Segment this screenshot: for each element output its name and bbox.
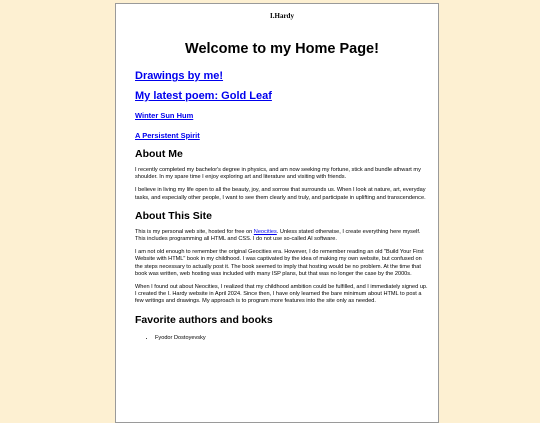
about-site-heading: About This Site xyxy=(135,209,212,222)
favorites-list xyxy=(135,335,429,342)
about-site-text-before: This is my personal web site, hosted for free on xyxy=(135,228,254,235)
about-me-paragraph-1: I recently completed my bachelor's degree in physics, and am now seeking my fortune, stick and bundle athwart my shoulder. In my spare time I enjoy exploring art and literature and visiting with friends. xyxy=(135,167,421,181)
neocities-link[interactable]: Neocities xyxy=(253,228,277,235)
winter-sun-hum-link[interactable]: Winter Sun Hum xyxy=(135,111,194,120)
about-site-text-after: . Unless stated otherwise, I create everything here myself. This includes programming all HTML and CSS. I do not use so-called AI software. xyxy=(135,228,421,243)
about-site-paragraph-2: I am not old enough to remember the original Geocities era. However, I do remember reading an old "Build Your First Website with HTML" book in my childhood. I was captivated by the idea of making my own website, but confused on the steps necessary to actually post it. The book seemed to imply that hosting would be no problem. At the time that book was written, web hosting was included with many ISP plans, but that was no longer the case by the 2000s. xyxy=(135,249,424,277)
persistent-spirit-link[interactable]: A Persistent Spirit xyxy=(135,131,200,140)
site-name: I.Hardy xyxy=(270,12,294,20)
page-panel xyxy=(115,3,439,423)
about-site-paragraph-1 xyxy=(135,229,429,243)
favorites-heading: Favorite authors and books xyxy=(135,313,273,326)
about-site-paragraph-3: When I found out about Neocities, I realized that my childhood ambition could be fulfilled, and I immediately signed up. I created the I. Hardy website in April 2024. Since then, I have only learned the bare minimum about HTML to post a few writings and drawings. My approach is to program more features into the site only as needed. xyxy=(135,284,428,305)
drawings-link[interactable]: Drawings by me! xyxy=(135,70,224,82)
poem-link[interactable]: My latest poem: Gold Leaf xyxy=(135,90,272,102)
about-me-paragraph-2: I believe in living my life open to all the beauty, joy, and sorrow that surrounds us. When I look at nature, art, everyday tasks, and especially other people, I want to see them clearly and truly, and participate in uplifting and transcendence. xyxy=(135,187,426,201)
page-title: Welcome to my Home Page! xyxy=(185,41,379,57)
about-me-heading: About Me xyxy=(135,148,183,160)
list-item: • Fyodor Dostoyevsky xyxy=(155,335,429,342)
